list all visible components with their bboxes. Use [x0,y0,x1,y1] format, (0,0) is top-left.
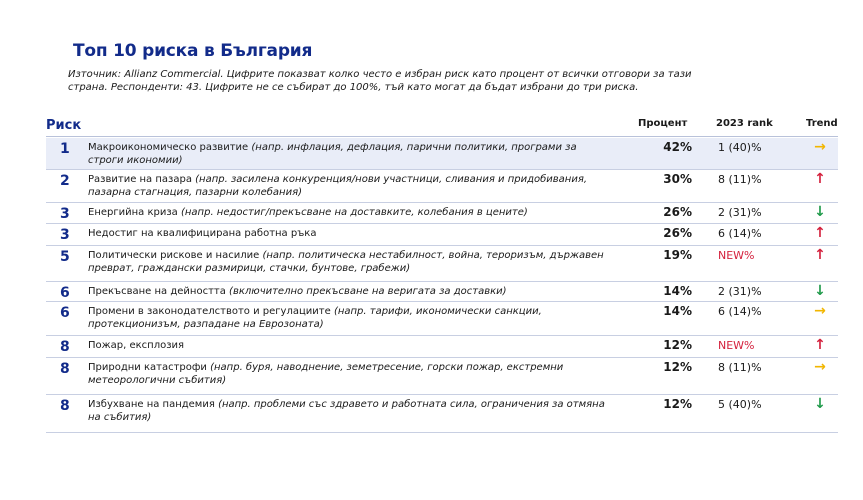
percent-value: 14% [663,304,692,318]
column-header-rank: 2023 rank [716,118,773,129]
rank-number: 6 [60,305,70,321]
column-header-risk: Риск [46,118,82,133]
table-row [46,302,838,336]
percent-value: 42% [663,140,692,154]
previous-rank: 1 (40)% [718,141,762,154]
risk-description [88,249,608,275]
risk-title: Промени в законодателството и регулациите [88,306,331,317]
previous-rank: 5 (40)% [718,398,762,411]
percent-value: 12% [663,397,692,411]
arrow-right-icon: → [814,139,826,155]
rank-number: 6 [60,285,70,301]
header-divider [46,136,838,137]
risk-note: (напр. инфлация, дефлация, парични политики, програми за строги икономии) [88,142,577,166]
risk-note: (напр. недостиг/прекъсване на доставките, колебания в цените) [180,207,528,218]
risk-title: Прекъсване на дейността [88,286,226,297]
risk-description [88,305,608,331]
risk-description [88,173,608,199]
previous-rank: NEW% [718,339,755,352]
rank-number: 8 [60,361,70,377]
risk-note: (напр. засилена конкуренция/нови участници, сливания и придобивания, пазарна стагнация, пазарни колебания) [88,174,588,198]
column-header-trend: Trend [806,118,838,129]
percent-value: 19% [663,248,692,262]
risk-title: Развитие на пазара [88,174,192,185]
previous-rank: 6 (14)% [718,305,762,318]
arrow-up-icon: ↑ [814,171,826,187]
percent-value: 12% [663,360,692,374]
risk-description [88,285,608,298]
rank-number: 3 [60,227,70,243]
previous-rank: 6 (14)% [718,227,762,240]
table-row [46,358,838,395]
risk-title: Политически рискове и насилие [88,250,260,261]
percent-value: 12% [663,338,692,352]
arrow-right-icon: → [814,359,826,375]
rank-number: 8 [60,398,70,414]
table-row [46,170,838,203]
arrow-up-icon: ↑ [814,247,826,263]
arrow-down-icon: ↓ [814,204,826,220]
source-note: Източник: Allianz Commercial. Цифрите показват колко често е избран риск като процент от всички отговори за тази страна. Респонденти: 43. Цифрите не се събират до 100%, тъй като могат да бъдат избрани до три риска. [68,69,692,93]
rank-number: 2 [60,173,70,189]
previous-rank: 8 (11)% [718,173,762,186]
rank-number: 5 [60,249,70,265]
table-row [46,138,838,170]
arrow-down-icon: ↓ [814,396,826,412]
arrow-down-icon: ↓ [814,283,826,299]
risk-description [88,339,608,352]
arrow-up-icon: ↑ [814,225,826,241]
risk-note: (напр. буря, наводнение, земетресение, горски пожар, екстремни метеорологични събития) [88,362,564,386]
risk-title: Избухване на пандемия [88,399,215,410]
risk-title: Недостиг на квалифицирана работна ръка [88,228,317,239]
arrow-up-icon: ↑ [814,337,826,353]
percent-value: 26% [663,205,692,219]
risk-description [88,361,608,387]
risk-description [88,141,608,167]
table-row [46,336,838,358]
risk-description [88,227,608,240]
rank-number: 8 [60,339,70,355]
risk-note: (напр. тарифи, икономически санкции, протекционизъм, разпадане на Еврозоната) [88,306,542,330]
table-row [46,282,838,302]
page-title: Топ 10 риска в България [73,41,313,61]
arrow-right-icon: → [814,303,826,319]
table-row [46,395,838,433]
previous-rank: 2 (31)% [718,285,762,298]
previous-rank: 8 (11)% [718,361,762,374]
percent-value: 30% [663,172,692,186]
rank-number: 3 [60,206,70,222]
risk-title: Енергийна криза [88,207,178,218]
risk-title: Пожар, експлозия [88,340,185,351]
risk-note: (включително прекъсване на веригата за доставки) [229,286,507,297]
table-row [46,203,838,224]
risk-note: (напр. проблеми със здравето и работната сила, ограничения за отмяна на събития) [88,399,605,423]
previous-rank: 2 (31)% [718,206,762,219]
risk-description [88,206,608,219]
risk-title: Природни катастрофи [88,362,207,373]
table-row [46,224,838,246]
risk-description [88,398,608,424]
table-row [46,246,838,282]
risk-title: Макроикономическо развитие [88,142,249,153]
percent-value: 14% [663,284,692,298]
column-header-percent: Процент [638,118,688,129]
previous-rank: NEW% [718,249,755,262]
percent-value: 26% [663,226,692,240]
risk-note: (напр. политическа нестабилност, война, тероризъм, държавен преврат, граждански размирици, стачки, бунтове, грабежи) [88,250,604,274]
rank-number: 1 [60,141,70,157]
